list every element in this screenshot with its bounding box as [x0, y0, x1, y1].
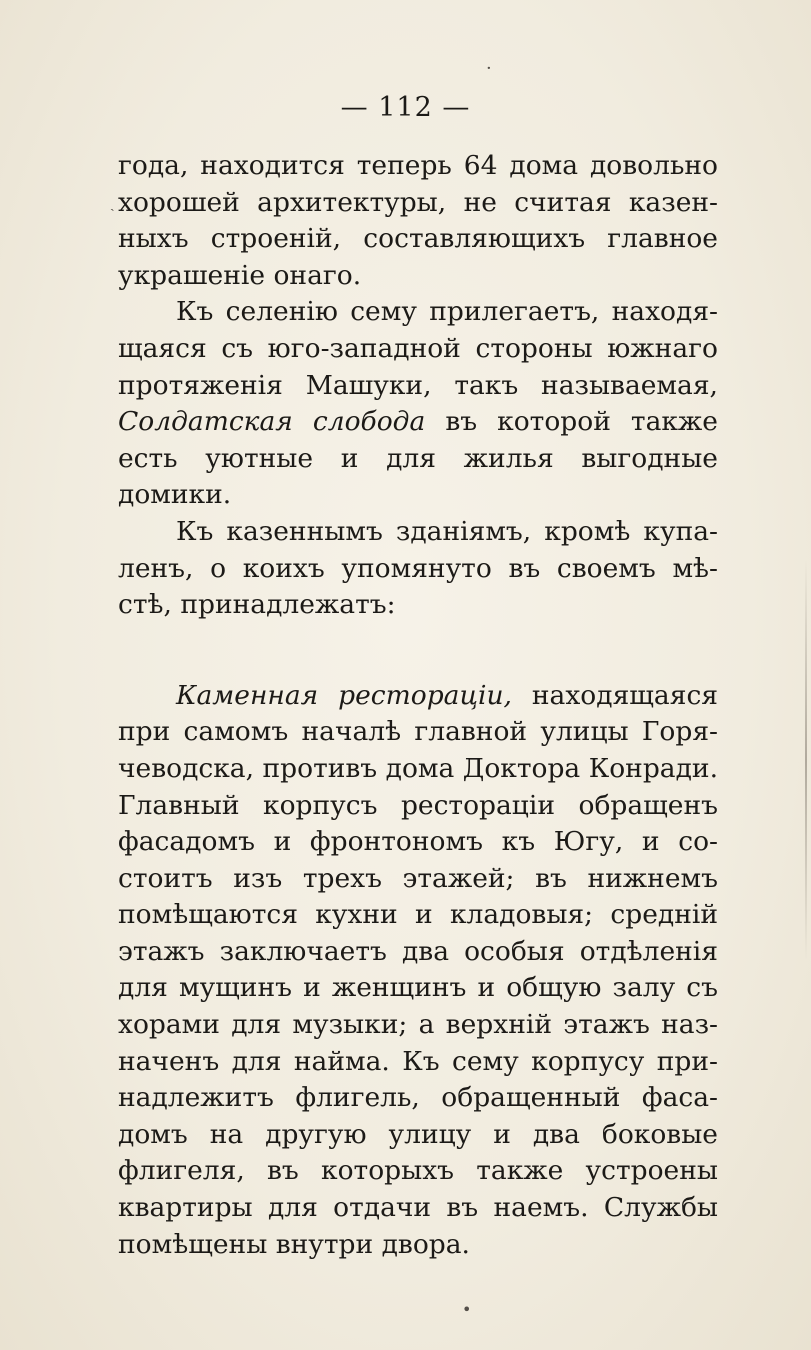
text-line: хорошей архитектуры, не считая казен- [118, 186, 718, 218]
text-line: надлежитъ флигель, обращенный фаса- [118, 1082, 718, 1114]
ink-speck: ˎ [110, 196, 115, 212]
text-fragment: находящаяся [531, 679, 718, 711]
text-line: года, находится теперь 64 дома довольно [118, 150, 718, 181]
ink-speck: • [462, 1300, 472, 1319]
text-line: домъ на другую улицу и два боковые [118, 1118, 718, 1150]
text-line: домики. [118, 479, 232, 511]
text-line: наченъ для найма. Къ сему корпусу при- [118, 1045, 718, 1077]
text-line: фасадомъ и фронтономъ къ Югу, и со- [118, 826, 718, 858]
text-line: ленъ, о коихъ упомянуто въ своемъ мѣ- [118, 552, 718, 584]
text-line: стѣ, принадлежатъ: [118, 589, 396, 621]
text-line: протяженія Машуки, такъ называемая, [118, 369, 718, 401]
text-line: ныхъ строеній, составляющихъ главное [118, 223, 718, 255]
page-number-header: — 112 — [340, 92, 471, 123]
text-line: Главный корпусъ рестораціи обращенъ [118, 789, 718, 821]
text-line: Къ казеннымъ зданіямъ, кромѣ купа- [176, 515, 718, 547]
page-edge-shadow [805, 560, 807, 960]
text-line: флигеля, въ которыхъ также устроены [118, 1155, 718, 1187]
text-line: украшеніе онаго. [118, 259, 362, 291]
text-line: для мущинъ и женщинъ и общую залу съ [118, 972, 718, 1004]
text-line: стоитъ изъ трехъ этажей; въ нижнемъ [118, 862, 718, 894]
text-line [118, 678, 718, 715]
text-line: помѣщаются кухни и кладовыя; среднiй [118, 899, 718, 931]
text-line: есть уютные и для жилья выгодные [118, 442, 718, 474]
text-fragment: въ которой также [445, 406, 718, 438]
italic-term: Солдатская слобода [118, 406, 426, 438]
text-line: при самомъ началѣ главной улицы Горя- [118, 716, 718, 748]
section-gap [118, 624, 718, 678]
text-line: этажъ заключаетъ два особыя отдѣленія [118, 935, 718, 967]
italic-term: Каменная рестораціи, [176, 679, 512, 711]
text-line: щаяся съ юго-западной стороны южнаго [118, 332, 718, 364]
text-line: квартиры для отдачи въ наемъ. Службы [118, 1192, 718, 1224]
text-line: хорами для музыки; а верхній этажъ наз- [118, 1009, 718, 1041]
text-line: Къ селенію сему прилегаетъ, находя- [176, 296, 718, 328]
text-line: помѣщены внутри двора. [118, 1228, 470, 1260]
text-line [118, 404, 718, 441]
text-line: чеводска, противъ дома Доктора Конради. [118, 752, 718, 784]
ink-speck: · [486, 58, 492, 79]
body-text [118, 148, 718, 1263]
